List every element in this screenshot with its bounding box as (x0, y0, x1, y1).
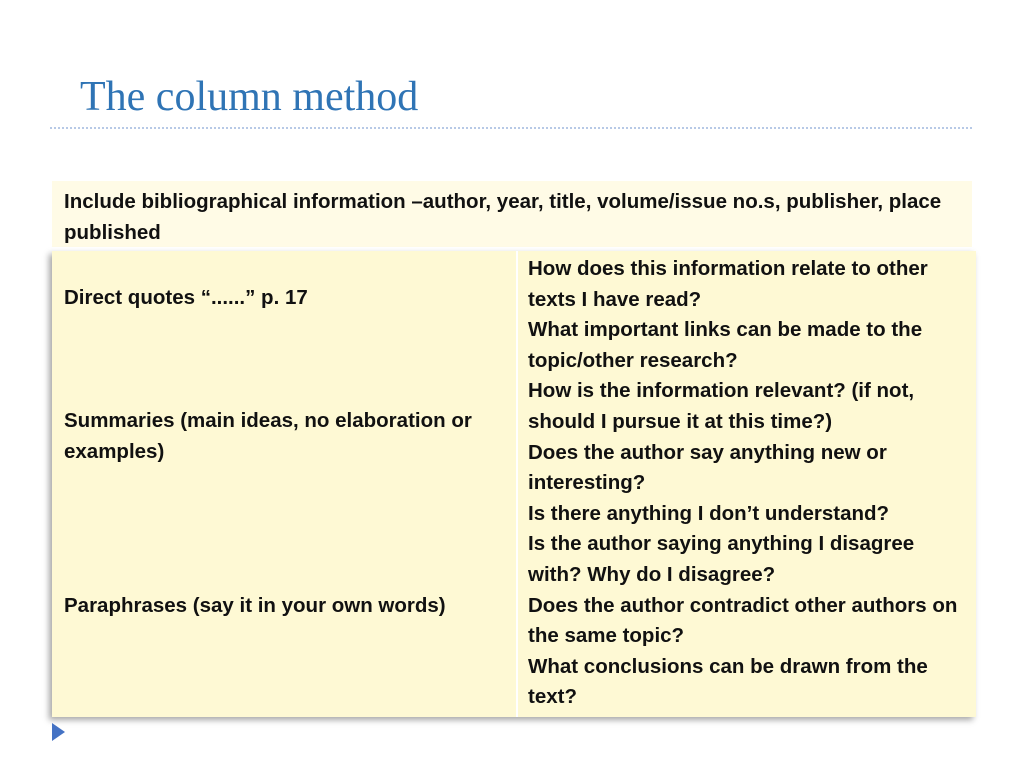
question-item: How does this information relate to other texts I have read? (528, 257, 928, 311)
question-item: Does the author say anything new or interesting? (528, 440, 887, 495)
question-item: Does the author contradict other authors on the same topic? (528, 593, 958, 648)
slide-title: The column method (80, 74, 419, 120)
title-divider (50, 127, 972, 129)
bibliographic-info-box (52, 181, 972, 247)
note-type-direct-quotes: Direct quotes “......” p. 17 (64, 286, 308, 309)
note-type-summaries: Summaries (main ideas, no elaboration or examples) (64, 409, 472, 463)
question-item: Is the author saying anything I disagree with? Why do I disagree? (528, 532, 915, 586)
note-types-column (52, 251, 516, 717)
question-item: How is the information relevant? (if not, should I pursue it at this time?) (528, 379, 915, 433)
question-item: What conclusions can be drawn from the text? (528, 654, 928, 709)
triangle-bullet-icon (52, 723, 65, 741)
question-item: Is there anything I don’t understand? (528, 501, 890, 525)
bibliographic-info-text: Include bibliographical information –author, year, title, volume/issue no.s, publisher, place published (64, 190, 942, 244)
reflection-questions-column (518, 251, 976, 717)
column-method-table (52, 251, 976, 717)
question-item: What important links can be made to the topic/other research? (528, 318, 923, 372)
note-type-paraphrases: Paraphrases (say it in your own words) (64, 594, 446, 617)
